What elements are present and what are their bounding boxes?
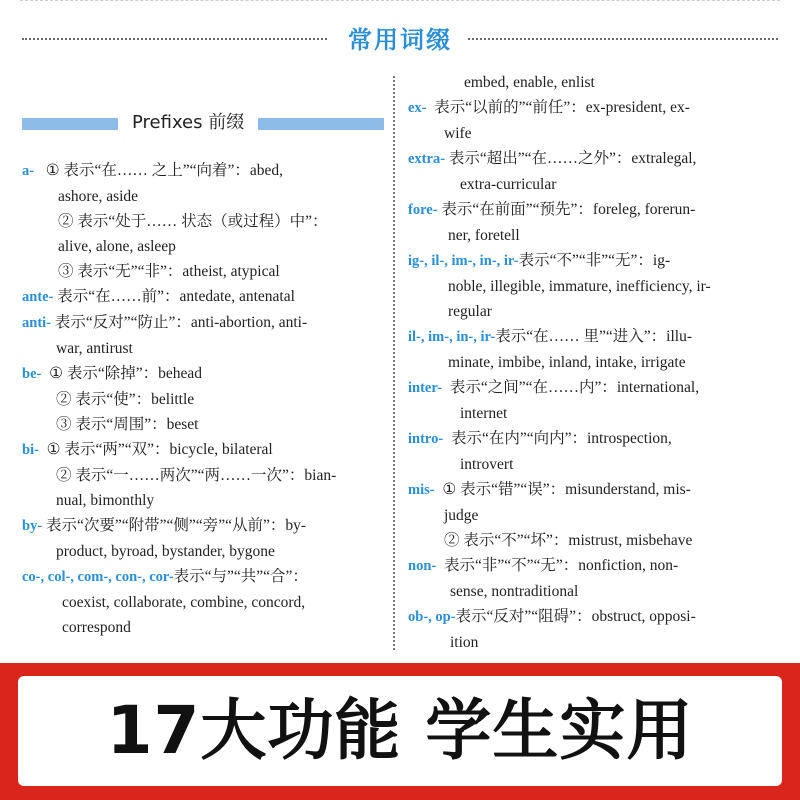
definition-line: ashore, aside: [58, 188, 139, 205]
prefix: extra-: [408, 151, 446, 167]
definition-line: 表示“超出”“在……之外”：extralegal,: [448, 150, 697, 167]
page-title: 常用词缀: [348, 26, 452, 54]
definition-line: 表示“以前的”“前任”：ex-president, ex-: [434, 99, 690, 116]
prefix: ante-: [22, 289, 54, 305]
entry-intro: [408, 426, 780, 477]
entry-inter: [408, 375, 780, 426]
definition-line: 表示“在内”“向内”：introspection,: [450, 430, 672, 447]
entry-ig: [408, 248, 780, 324]
entry-co: [22, 564, 384, 640]
definition-line: nual, bimonthly: [56, 492, 155, 509]
definition-line: ② 表示“使”：belittle: [56, 391, 195, 408]
definition-line: ① 表示“除掉”：behead: [49, 365, 203, 382]
prefix: ex-: [408, 100, 427, 116]
promo-banner-text: 17大功能 学生实用: [106, 692, 694, 769]
definition-line: alive, alone, asleep: [58, 238, 176, 255]
page-header: [0, 18, 800, 58]
definition-line: 表示“次要”“附带”“侧”“旁”“从前”：by-: [46, 517, 306, 534]
prefix: il-, im-, in-, ir-: [408, 329, 496, 345]
prefix: be-: [22, 366, 42, 382]
prefix: fore-: [408, 202, 438, 218]
prefix: intro-: [408, 431, 444, 447]
definition-line: coexist, collaborate, combine, concord,: [62, 594, 306, 611]
entry-extra: [408, 146, 780, 197]
entry-by: [22, 513, 384, 564]
definition-line: ② 表示“一……两次”“两……一次”：bian-: [56, 467, 337, 484]
promo-banner: [0, 663, 800, 800]
entry-be: [22, 361, 384, 437]
definition-line: ① 表示“在…… 之上”“向着”：abed,: [45, 162, 284, 179]
prefix: a-: [22, 163, 35, 179]
definition-line: ③ 表示“周围”：beset: [56, 416, 199, 433]
definition-line: wife: [444, 125, 472, 142]
header-dots-right: [468, 38, 778, 40]
entry-il: [408, 324, 780, 375]
entry-bi: [22, 437, 384, 513]
definition-line: internet: [460, 405, 508, 422]
top-rule: [20, 0, 780, 7]
section-label: Prefixes 前缀: [118, 106, 258, 140]
entry-ante: [22, 284, 384, 310]
definition-line: 表示“在……前”：antedate, antenatal: [57, 288, 295, 305]
definition-line: 表示“在…… 里”“进入”：illu-: [495, 328, 692, 345]
entry-fore: [408, 197, 780, 248]
definition-line: 表示“反对”“防止”：anti-abortion, anti-: [54, 314, 308, 331]
definition-line: 表示“与”“共”“合”：: [173, 568, 308, 585]
definition-line: ition: [450, 634, 479, 651]
prefix: ig-, il-, im-, in-, ir-: [408, 253, 519, 269]
entry-non: [408, 553, 780, 604]
definition-line: correspond: [62, 619, 131, 636]
definition-line: noble, illegible, immature, inefficiency, ir-: [448, 278, 711, 295]
entry-continued: [408, 70, 780, 95]
definition-line: ② 表示“处于…… 状态（或过程）中”：: [58, 213, 328, 230]
definition-line: war, antirust: [56, 340, 133, 357]
prefix: mis-: [408, 482, 435, 498]
definition-line: ner, foretell: [448, 227, 520, 244]
definition-line: minate, imbibe, inland, intake, irrigate: [448, 354, 686, 371]
entry-ob: [408, 604, 780, 655]
entry-mis: [408, 477, 780, 553]
definition-line: ① 表示“两”“双”：bicycle, bilateral: [46, 441, 273, 458]
column-divider: [393, 76, 395, 650]
entry-a: [22, 158, 384, 284]
definition-line: ① 表示“错”“误”：misunderstand, mis-: [442, 481, 691, 498]
definition-line: 表示“反对”“阻碍”：obstruct, opposi-: [455, 608, 696, 625]
promo-banner-inner: [18, 676, 782, 786]
right-column: [408, 70, 780, 655]
definition-line: sense, nontraditional: [450, 583, 579, 600]
definition-line: 表示“不”“非”“无”：ig-: [518, 252, 671, 269]
definition-line: ③ 表示“无”“非”：atheist, atypical: [58, 263, 280, 280]
prefix: ob-, op-: [408, 609, 456, 625]
definition-line: 表示“之间”“在……内”：international,: [449, 379, 700, 396]
definition-line: regular: [448, 303, 492, 320]
definition-line: extra-curricular: [460, 176, 557, 193]
entry-anti: [22, 310, 384, 361]
section-bar: [22, 106, 384, 140]
definition-line: product, byroad, bystander, bygone: [56, 543, 275, 560]
prefix: co-, col-, com-, con-, cor-: [22, 569, 174, 585]
prefix: anti-: [22, 315, 51, 331]
definition-line: judge: [444, 507, 479, 524]
definition-line: 表示“在前面”“预先”：foreleg, forerun-: [441, 201, 696, 218]
definition-line: ② 表示“不”“坏”：mistrust, misbehave: [444, 532, 693, 549]
left-column: [22, 70, 384, 640]
prefix: non-: [408, 558, 437, 574]
definition-line: 表示“非”“不”“无”：nonfiction, non-: [443, 557, 679, 574]
definition-line: embed, enable, enlist: [464, 74, 595, 91]
definition-line: introvert: [460, 456, 514, 473]
prefix: inter-: [408, 380, 443, 396]
entry-ex: [408, 95, 780, 146]
prefix: by-: [22, 518, 43, 534]
prefix: bi-: [22, 442, 39, 458]
